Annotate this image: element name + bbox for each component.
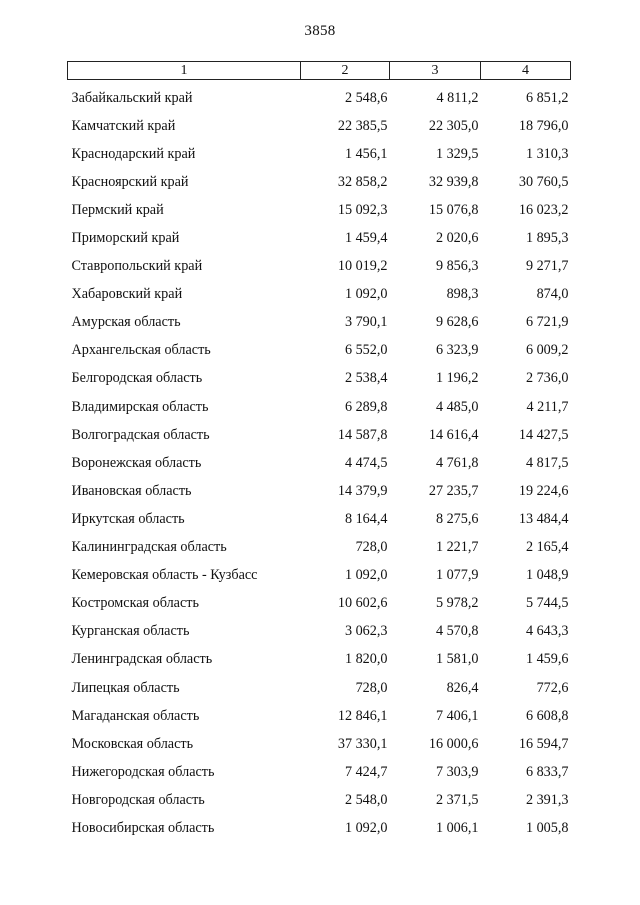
column-2-value-cell: 2 548,6 — [344, 89, 388, 106]
column-3-value-cell: 5 978,2 — [435, 595, 479, 612]
region-name-cell: Амурская область — [71, 314, 181, 331]
column-4-value-cell: 16 023,2 — [518, 201, 569, 218]
column-4-value-cell: 9 271,7 — [525, 258, 569, 275]
column-4-value-cell: 2 165,4 — [525, 539, 569, 556]
column-4-value-cell: 6 833,7 — [525, 763, 569, 780]
column-4-value-cell: 1 895,3 — [525, 230, 569, 247]
region-name-cell: Липецкая область — [71, 679, 180, 696]
column-2-value-cell: 6 289,8 — [344, 398, 388, 415]
table-row — [68, 505, 571, 533]
table-row — [68, 168, 571, 196]
column-3-value-cell: 7 303,9 — [435, 763, 479, 780]
region-name-cell: Ставропольский край — [71, 258, 203, 275]
column-2-value-cell: 3 062,3 — [344, 623, 388, 640]
column-2-value-cell: 6 552,0 — [344, 342, 388, 359]
column-3-value-cell: 9 856,3 — [435, 258, 479, 275]
column-4-value-cell: 4 211,7 — [526, 398, 569, 415]
table-row — [68, 646, 571, 674]
column-3-value-cell: 22 305,0 — [428, 117, 479, 134]
table-row — [68, 281, 571, 309]
region-name-cell: Московская область — [71, 735, 194, 752]
column-4-value-cell: 4 643,3 — [525, 623, 569, 640]
column-2-value-cell: 14 587,8 — [337, 426, 388, 443]
column-4-value-cell: 16 594,7 — [518, 735, 569, 752]
column-2-value-cell: 1 092,0 — [344, 819, 388, 836]
region-name-cell: Костромская область — [71, 595, 199, 612]
data-table — [67, 61, 571, 843]
column-4-value-cell: 18 796,0 — [518, 117, 569, 134]
table-row — [68, 730, 571, 758]
column-2-value-cell: 32 858,2 — [337, 173, 388, 190]
column-2-value-cell: 1 456,1 — [344, 145, 388, 162]
region-name-cell: Новгородская область — [71, 791, 205, 808]
column-3-value-cell: 1 581,0 — [435, 651, 479, 668]
column-3-value-cell: 1 006,1 — [435, 819, 479, 836]
column-4-value-cell: 19 224,6 — [518, 482, 569, 499]
column-2-value-cell: 4 474,5 — [344, 454, 388, 471]
table-row — [68, 393, 571, 421]
column-3-value-cell: 1 221,7 — [435, 539, 479, 556]
column-2-value-cell: 1 820,0 — [344, 651, 388, 668]
column-header-4: 4 — [481, 62, 571, 80]
column-2-value-cell: 7 424,7 — [344, 763, 388, 780]
region-name-cell: Ивановская область — [71, 482, 192, 499]
column-4-value-cell: 772,6 — [536, 679, 569, 696]
region-name-cell: Новосибирская область — [71, 819, 215, 836]
column-4-value-cell: 14 427,5 — [518, 426, 569, 443]
column-3-value-cell: 6 323,9 — [435, 342, 479, 359]
region-name-cell: Магаданская область — [71, 707, 200, 724]
table-row — [68, 421, 571, 449]
region-name-cell: Владимирская область — [71, 398, 209, 415]
column-4-value-cell: 6 608,8 — [525, 707, 569, 724]
column-3-value-cell: 2 371,5 — [435, 791, 479, 808]
region-name-cell: Камчатский край — [71, 117, 176, 134]
region-name-cell: Иркутская область — [71, 510, 185, 527]
region-name-cell: Белгородская область — [71, 370, 203, 387]
column-4-value-cell: 30 760,5 — [518, 173, 569, 190]
table-row — [68, 365, 571, 393]
region-name-cell: Воронежская область — [71, 454, 202, 471]
column-3-value-cell: 15 076,8 — [428, 201, 479, 218]
column-4-value-cell: 1 005,8 — [525, 819, 569, 836]
table-row — [68, 702, 571, 730]
column-header-3: 3 — [390, 62, 481, 80]
column-2-value-cell: 10 019,2 — [337, 258, 388, 275]
column-header-2: 2 — [301, 62, 390, 80]
column-2-value-cell: 2 538,4 — [344, 370, 388, 387]
table-row — [68, 758, 571, 786]
column-2-value-cell: 1 092,0 — [344, 286, 388, 303]
column-3-value-cell: 898,3 — [446, 286, 479, 303]
column-2-value-cell: 10 602,6 — [337, 595, 388, 612]
column-3-value-cell: 1 077,9 — [435, 567, 479, 584]
column-4-value-cell: 1 048,9 — [525, 567, 569, 584]
column-2-value-cell: 2 548,0 — [344, 791, 388, 808]
column-3-value-cell: 7 406,1 — [435, 707, 479, 724]
region-name-cell: Забайкальский край — [71, 89, 193, 106]
column-4-value-cell: 4 817,5 — [525, 454, 569, 471]
region-name-cell: Нижегородская область — [71, 763, 215, 780]
column-4-value-cell: 6 851,2 — [525, 89, 569, 106]
table-row — [68, 618, 571, 646]
column-3-value-cell: 1 196,2 — [435, 370, 479, 387]
column-4-value-cell: 6 009,2 — [525, 342, 569, 359]
table-row — [68, 786, 571, 814]
table-row — [68, 562, 571, 590]
column-2-value-cell: 3 790,1 — [344, 314, 388, 331]
page-number: 3858 — [304, 23, 336, 39]
region-name-cell: Кемеровская область - Кузбасс — [71, 567, 258, 584]
column-3-value-cell: 4 811,2 — [436, 89, 479, 106]
column-4-value-cell: 6 721,9 — [525, 314, 569, 331]
column-2-value-cell: 1 459,4 — [344, 230, 388, 247]
region-name-cell: Пермский край — [71, 201, 164, 218]
region-name-cell: Калининградская область — [71, 539, 227, 556]
column-header-1: 1 — [68, 62, 301, 80]
column-2-value-cell: 12 846,1 — [337, 707, 388, 724]
column-2-value-cell: 728,0 — [355, 679, 388, 696]
column-3-value-cell: 14 616,4 — [428, 426, 479, 443]
column-3-value-cell: 32 939,8 — [428, 173, 479, 190]
table-row — [68, 449, 571, 477]
table-row — [68, 112, 571, 140]
column-2-value-cell: 1 092,0 — [344, 567, 388, 584]
table-row — [68, 590, 571, 618]
column-4-value-cell: 1 310,3 — [525, 145, 569, 162]
column-3-value-cell: 4 485,0 — [435, 398, 479, 415]
region-name-cell: Курганская область — [71, 623, 190, 640]
table-row — [68, 674, 571, 702]
column-2-value-cell: 728,0 — [355, 539, 388, 556]
region-name-cell: Архангельская область — [71, 342, 211, 359]
column-3-value-cell: 826,4 — [446, 679, 479, 696]
column-2-value-cell: 14 379,9 — [337, 482, 388, 499]
column-3-value-cell: 2 020,6 — [435, 230, 479, 247]
table-row — [68, 814, 571, 842]
table-row — [68, 337, 571, 365]
table-header-row — [68, 62, 571, 80]
table-row — [68, 140, 571, 168]
table-body — [68, 80, 571, 843]
table-row — [68, 224, 571, 252]
region-name-cell: Хабаровский край — [71, 286, 183, 303]
column-4-value-cell: 5 744,5 — [525, 595, 569, 612]
region-name-cell: Краснодарский край — [71, 145, 196, 162]
table-row — [68, 253, 571, 281]
column-2-value-cell: 22 385,5 — [337, 117, 388, 134]
region-name-cell: Волгоградская область — [71, 426, 210, 443]
column-4-value-cell: 874,0 — [536, 286, 569, 303]
region-name-cell: Красноярский край — [71, 173, 189, 190]
column-3-value-cell: 16 000,6 — [428, 735, 479, 752]
column-4-value-cell: 2 736,0 — [525, 370, 569, 387]
column-4-value-cell: 13 484,4 — [518, 510, 569, 527]
column-2-value-cell: 8 164,4 — [344, 510, 388, 527]
table-row — [68, 196, 571, 224]
table-row — [68, 477, 571, 505]
column-2-value-cell: 15 092,3 — [337, 201, 388, 218]
column-4-value-cell: 2 391,3 — [525, 791, 569, 808]
table-row — [68, 309, 571, 337]
column-3-value-cell: 4 761,8 — [435, 454, 479, 471]
column-4-value-cell: 1 459,6 — [525, 651, 569, 668]
region-name-cell: Ленинградская область — [71, 651, 213, 668]
region-name-cell: Приморский край — [71, 230, 180, 247]
column-3-value-cell: 1 329,5 — [435, 145, 479, 162]
table-row — [68, 534, 571, 562]
table-row — [68, 84, 571, 112]
column-3-value-cell: 9 628,6 — [435, 314, 479, 331]
column-3-value-cell: 4 570,8 — [435, 623, 479, 640]
column-2-value-cell: 37 330,1 — [337, 735, 388, 752]
column-3-value-cell: 8 275,6 — [435, 510, 479, 527]
column-3-value-cell: 27 235,7 — [428, 482, 479, 499]
